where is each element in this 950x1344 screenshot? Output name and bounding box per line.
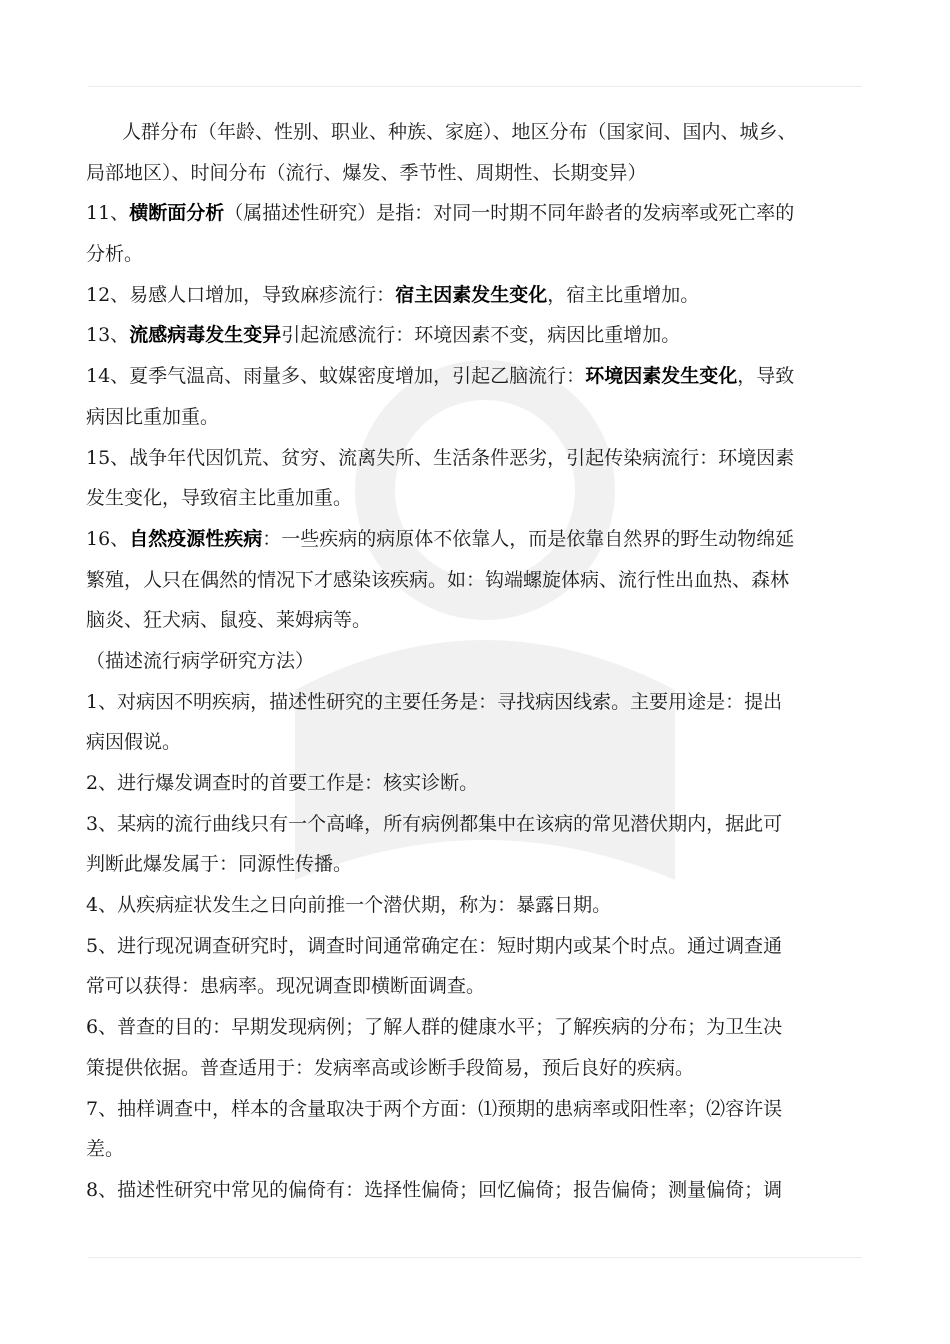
text-line (86, 438, 866, 479)
text-line (86, 966, 866, 1007)
text-segment: 病因比重加重。 (86, 405, 220, 428)
text-segment: 脑炎、狂犬病、鼠疫、莱姆病等。 (86, 609, 372, 632)
text-segment: 2、进行爆发调查时的首要工作是：核实诊断。 (86, 772, 479, 794)
text-segment: ，导致 (737, 365, 795, 388)
text-line (86, 519, 866, 560)
text-line (86, 885, 866, 926)
text-line (86, 600, 866, 641)
text-segment: 15、战争年代因饥荒、贫穷、流离失所、生活条件恶劣，引起传染病流行：环境因素 (86, 446, 795, 469)
text-line (86, 356, 866, 397)
text-segment: 局部地区）、时间分布（流行、爆发、季节性、周期性、长期变异） (86, 161, 647, 184)
bold-term: 环境因素发生变化 (585, 365, 738, 388)
text-segment: 12、易感人口增加，导致麻疹流行： (86, 283, 396, 306)
text-segment: 引起流感流行：环境因素不变，病因比重增加。 (281, 324, 681, 347)
text-segment: 人群分布（年龄、性别、职业、种族、家庭）、地区分布（国家间、国内、城乡、 (122, 121, 797, 143)
text-segment: 16、 (86, 527, 130, 550)
text-line (86, 926, 866, 967)
text-line (86, 193, 866, 234)
document-body (86, 112, 866, 1211)
text-line (86, 722, 866, 763)
text-segment: 13、 (86, 324, 130, 347)
text-segment: 5、进行现况调查研究时，调查时间通常确定在：短时期内或某个时点。通过调查通 (86, 934, 783, 957)
text-segment: 差。 (86, 1138, 125, 1161)
text-line (86, 682, 866, 723)
text-segment: 11、 (86, 202, 130, 225)
text-segment: 4、从疾病症状发生之日向前推一个潜伏期，称为：暴露日期。 (86, 894, 612, 917)
bold-term: 自然疫源性疾病 (129, 527, 263, 550)
text-segment: ：一些疾病的病原体不依靠人，而是依靠自然界的野生动物绵延 (262, 527, 795, 550)
text-segment: 3、某病的流行曲线只有一个高峰，所有病例都集中在该病的常见潜伏期内，据此可 (86, 812, 783, 835)
bold-term: 流感病毒发生变异 (129, 324, 282, 347)
text-segment: 病因假说。 (86, 731, 182, 754)
text-line (86, 153, 866, 194)
text-line (86, 234, 866, 275)
text-line (86, 763, 866, 804)
footer-rule (88, 1257, 862, 1258)
text-line (86, 844, 866, 885)
text-segment: 发生变化，导致宿主比重加重。 (86, 487, 353, 510)
bold-term: 宿主因素发生变化 (395, 283, 548, 306)
text-segment: ，宿主比重增加。 (547, 283, 700, 306)
text-line (86, 1007, 866, 1048)
text-line (86, 315, 866, 356)
text-line (86, 478, 866, 519)
text-segment: （属描述性研究）是指：对同一时期不同年龄者的发病率或死亡率的 (224, 202, 795, 225)
text-line (86, 112, 866, 153)
text-segment: 6、普查的目的：早期发现病例；了解人群的健康水平；了解疾病的分布；为卫生决 (86, 1016, 783, 1039)
text-segment: （描述流行病学研究方法） (86, 649, 315, 672)
text-segment: 7、抽样调查中，样本的含量取决于两个方面：⑴预期的患病率或阳性率；⑵容许误 (86, 1097, 783, 1120)
bold-term: 横断面分析 (129, 202, 225, 225)
header-rule (88, 86, 862, 87)
text-line (86, 275, 866, 316)
text-segment: 策提供依据。普查适用于：发病率高或诊断手段简易，预后良好的疾病。 (86, 1056, 695, 1079)
text-line (86, 641, 866, 682)
text-line (86, 397, 866, 438)
text-segment: 判断此爆发属于：同源性传播。 (86, 853, 353, 876)
text-segment: 8、描述性研究中常见的偏倚有：选择性偏倚；回忆偏倚；报告偏倚；测量偏倚；调 (86, 1178, 783, 1201)
text-line (86, 1129, 866, 1170)
text-line (86, 560, 866, 601)
text-line (86, 1048, 866, 1089)
text-segment: 繁殖，人只在偶然的情况下才感染该疾病。如：钩端螺旋体病、流行性出血热、森林 (86, 568, 790, 591)
text-line (86, 1170, 866, 1211)
text-segment: 常可以获得：患病率。现况调查即横断面调查。 (86, 975, 486, 998)
text-segment: 14、夏季气温高、雨量多、蚊媒密度增加，引起乙脑流行： (86, 365, 586, 388)
text-line (86, 804, 866, 845)
text-segment: 分析。 (86, 243, 144, 266)
text-line (86, 1089, 866, 1130)
text-segment: 1、对病因不明疾病，描述性研究的主要任务是：寻找病因线索。主要用途是：提出 (86, 690, 783, 713)
